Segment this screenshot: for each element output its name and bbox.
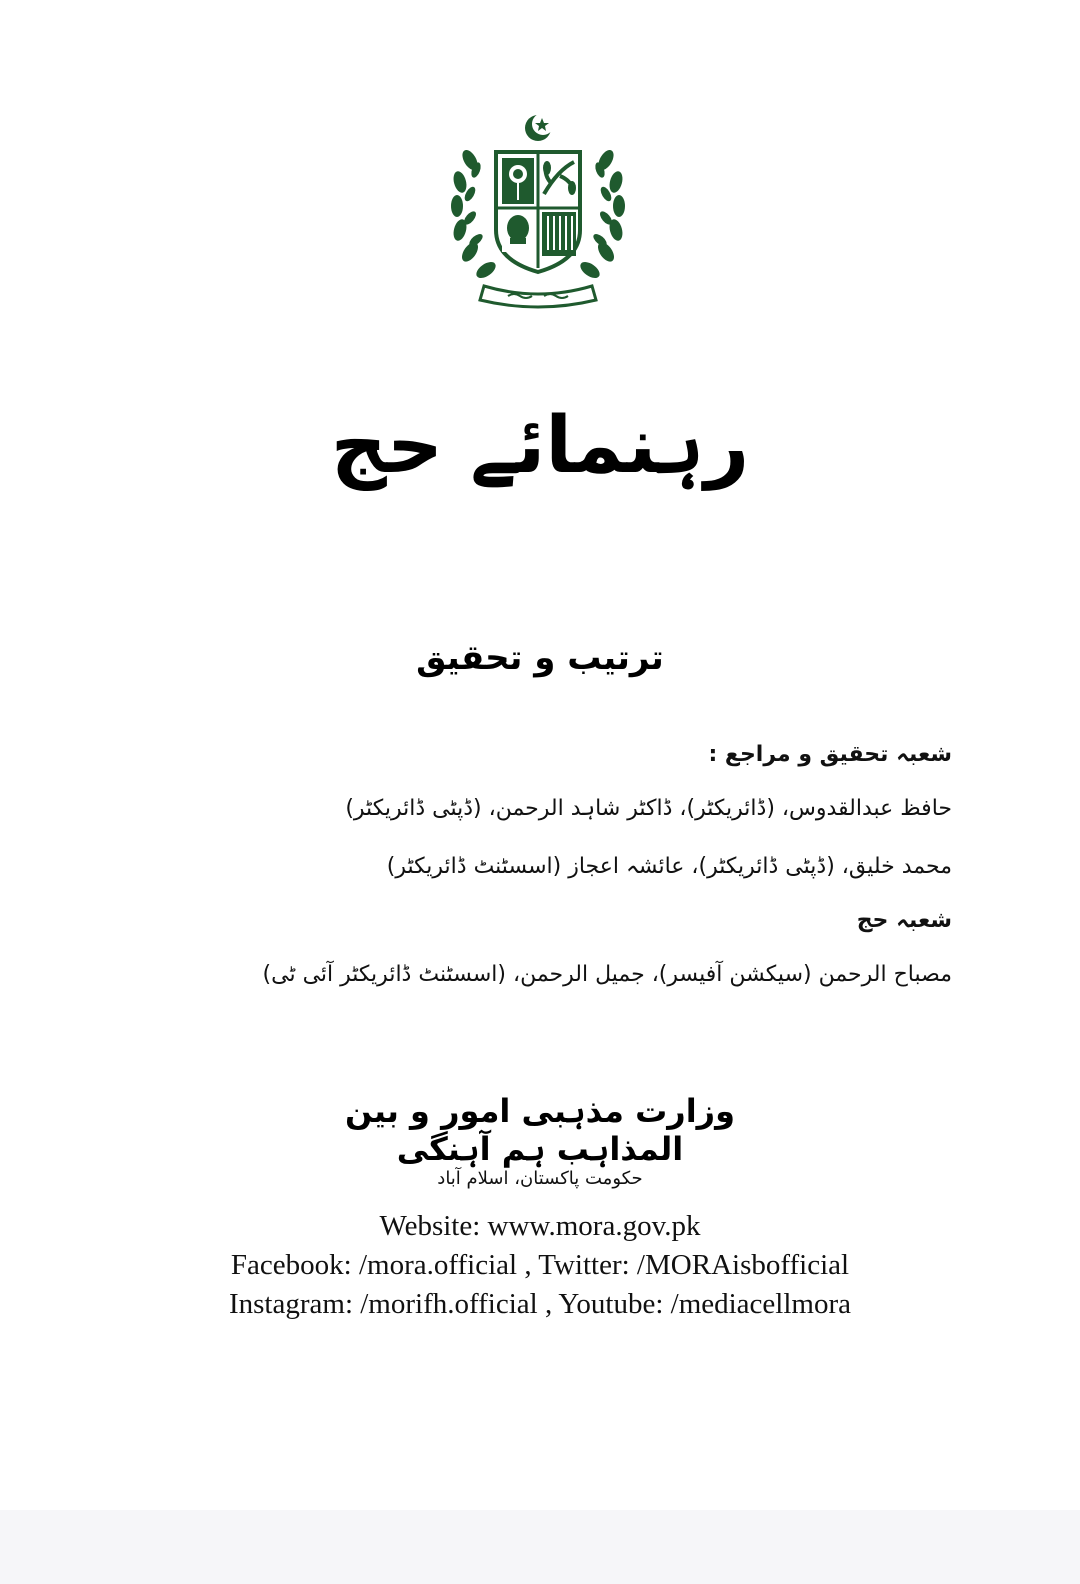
- government-location: حکومت پاکستان، اسلام آباد: [437, 1168, 643, 1189]
- compilation-heading: ترتیب و تحقیق: [416, 638, 664, 678]
- research-credit-line: حافظ عبدالقدوس، (ڈائریکٹر)، ڈاکٹر شاہد الرحمن، (ڈپٹی ڈائریکٹر): [345, 796, 952, 821]
- document-title: رہنمائے حج: [330, 401, 750, 491]
- hajj-dept-label: شعبہ حج: [856, 908, 952, 933]
- hajj-credit-line: مصباح الرحمن (سیکشن آفیسر)، جمیل الرحمن، (اسسٹنٹ ڈائریکٹر آئی ٹی): [262, 962, 952, 987]
- ministry-name: وزارت مذہبی امور و بین المذاہب ہم آہنگی: [345, 1092, 735, 1168]
- website-line: Website: www.mora.gov.pk: [379, 1210, 701, 1242]
- page-bottom-margin: [0, 1510, 1080, 1584]
- state-emblem-icon: [448, 110, 628, 310]
- research-credit-line: محمد خلیق، (ڈپٹی ڈائریکٹر)، عائشہ اعجاز (اسسٹنٹ ڈائریکٹر): [386, 854, 952, 879]
- research-dept-label: شعبہ تحقیق و مراجع :: [708, 742, 952, 767]
- credits-block: [262, 730, 952, 1004]
- social-links-line: Instagram: /morifh.official , Youtube: /mediacellmora: [228, 1288, 851, 1320]
- social-links-line: Facebook: /mora.official , Twitter: /MORAisbofficial: [230, 1249, 850, 1281]
